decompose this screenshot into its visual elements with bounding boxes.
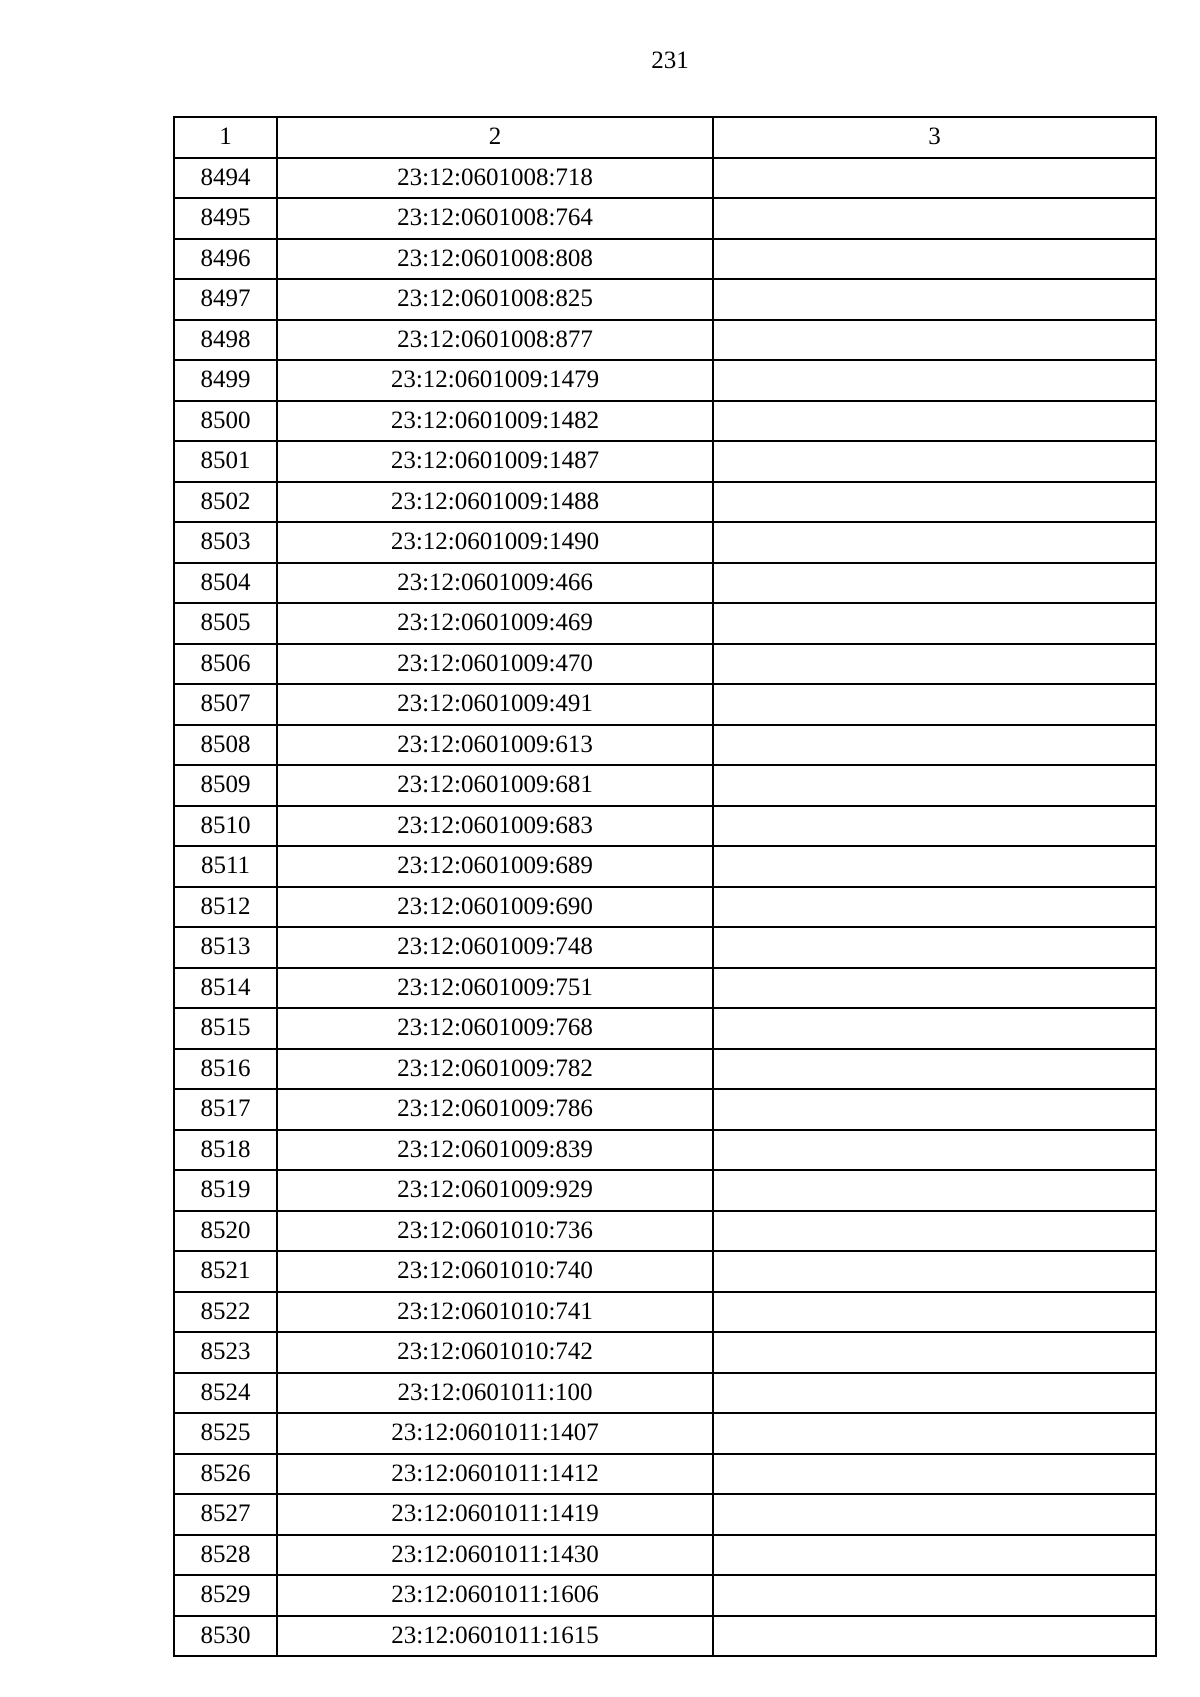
cadastral-number-cell: 23:12:0601008:808 xyxy=(277,239,713,280)
cadastral-number-cell: 23:12:0601011:1430 xyxy=(277,1535,713,1576)
table-row xyxy=(174,684,1156,725)
notes-cell xyxy=(713,684,1156,725)
row-number-cell: 8497 xyxy=(174,279,277,320)
row-number-cell: 8501 xyxy=(174,441,277,482)
notes-cell xyxy=(713,603,1156,644)
cadastral-number-cell: 23:12:0601010:741 xyxy=(277,1292,713,1333)
row-number-cell: 8503 xyxy=(174,522,277,563)
cadastral-number-cell: 23:12:0601008:718 xyxy=(277,158,713,199)
cadastral-number-cell: 23:12:0601009:689 xyxy=(277,846,713,887)
cadastral-number-cell: 23:12:0601010:736 xyxy=(277,1211,713,1252)
cadastral-number-cell: 23:12:0601009:768 xyxy=(277,1008,713,1049)
cadastral-number-cell: 23:12:0601008:825 xyxy=(277,279,713,320)
table-row xyxy=(174,1049,1156,1090)
table-row xyxy=(174,725,1156,766)
cadastral-number-table xyxy=(173,116,1157,1657)
table-row xyxy=(174,603,1156,644)
row-number-cell: 8515 xyxy=(174,1008,277,1049)
notes-cell xyxy=(713,563,1156,604)
row-number-cell: 8526 xyxy=(174,1454,277,1495)
notes-cell xyxy=(713,765,1156,806)
table-row xyxy=(174,644,1156,685)
cadastral-number-cell: 23:12:0601009:491 xyxy=(277,684,713,725)
row-number-cell: 8513 xyxy=(174,927,277,968)
row-number-cell: 8525 xyxy=(174,1413,277,1454)
table-row xyxy=(174,360,1156,401)
row-number-cell: 8509 xyxy=(174,765,277,806)
header-row xyxy=(174,117,1156,158)
cadastral-number-cell: 23:12:0601011:1615 xyxy=(277,1616,713,1657)
cadastral-number-cell: 23:12:0601009:1487 xyxy=(277,441,713,482)
cadastral-number-cell: 23:12:0601009:681 xyxy=(277,765,713,806)
table-row xyxy=(174,158,1156,199)
row-number-cell: 8519 xyxy=(174,1170,277,1211)
table-row xyxy=(174,1616,1156,1657)
row-number-cell: 8514 xyxy=(174,968,277,1009)
notes-cell xyxy=(713,1616,1156,1657)
table-row xyxy=(174,1008,1156,1049)
notes-cell xyxy=(713,1130,1156,1171)
table-row xyxy=(174,1575,1156,1616)
notes-cell xyxy=(713,1170,1156,1211)
cadastral-number-cell: 23:12:0601009:839 xyxy=(277,1130,713,1171)
notes-cell xyxy=(713,441,1156,482)
notes-cell xyxy=(713,1373,1156,1414)
table-row xyxy=(174,320,1156,361)
cadastral-number-cell: 23:12:0601009:466 xyxy=(277,563,713,604)
row-number-cell: 8530 xyxy=(174,1616,277,1657)
cadastral-number-cell: 23:12:0601008:764 xyxy=(277,198,713,239)
row-number-cell: 8507 xyxy=(174,684,277,725)
row-number-cell: 8529 xyxy=(174,1575,277,1616)
header-cell-column-3: 3 xyxy=(713,117,1156,158)
table-row xyxy=(174,1373,1156,1414)
table-row xyxy=(174,522,1156,563)
notes-cell xyxy=(713,1332,1156,1373)
table-row xyxy=(174,239,1156,280)
cadastral-number-cell: 23:12:0601009:1479 xyxy=(277,360,713,401)
notes-cell xyxy=(713,320,1156,361)
row-number-cell: 8528 xyxy=(174,1535,277,1576)
table-row xyxy=(174,1292,1156,1333)
cadastral-number-cell: 23:12:0601009:683 xyxy=(277,806,713,847)
cadastral-number-cell: 23:12:0601011:1606 xyxy=(277,1575,713,1616)
table-row xyxy=(174,198,1156,239)
row-number-cell: 8516 xyxy=(174,1049,277,1090)
row-number-cell: 8521 xyxy=(174,1251,277,1292)
row-number-cell: 8520 xyxy=(174,1211,277,1252)
cadastral-number-cell: 23:12:0601011:1412 xyxy=(277,1454,713,1495)
notes-cell xyxy=(713,1049,1156,1090)
row-number-cell: 8502 xyxy=(174,482,277,523)
table-row xyxy=(174,1494,1156,1535)
notes-cell xyxy=(713,927,1156,968)
notes-cell xyxy=(713,158,1156,199)
cadastral-number-cell: 23:12:0601010:740 xyxy=(277,1251,713,1292)
row-number-cell: 8510 xyxy=(174,806,277,847)
notes-cell xyxy=(713,1211,1156,1252)
table-row xyxy=(174,968,1156,1009)
page-number: 231 xyxy=(651,47,689,74)
notes-cell xyxy=(713,846,1156,887)
cadastral-number-cell: 23:12:0601009:1482 xyxy=(277,401,713,442)
table-row xyxy=(174,927,1156,968)
table-row xyxy=(174,1413,1156,1454)
row-number-cell: 8524 xyxy=(174,1373,277,1414)
cadastral-number-cell: 23:12:0601009:929 xyxy=(277,1170,713,1211)
row-number-cell: 8512 xyxy=(174,887,277,928)
table-row xyxy=(174,1454,1156,1495)
row-number-cell: 8523 xyxy=(174,1332,277,1373)
cadastral-number-cell: 23:12:0601009:613 xyxy=(277,725,713,766)
cadastral-number-cell: 23:12:0601009:1490 xyxy=(277,522,713,563)
row-number-cell: 8495 xyxy=(174,198,277,239)
header-cell-column-1: 1 xyxy=(174,117,277,158)
cadastral-number-cell: 23:12:0601011:1407 xyxy=(277,1413,713,1454)
notes-cell xyxy=(713,806,1156,847)
cadastral-number-cell: 23:12:0601009:690 xyxy=(277,887,713,928)
row-number-cell: 8506 xyxy=(174,644,277,685)
row-number-cell: 8505 xyxy=(174,603,277,644)
row-number-cell: 8518 xyxy=(174,1130,277,1171)
cadastral-number-cell: 23:12:0601009:751 xyxy=(277,968,713,1009)
table-row xyxy=(174,482,1156,523)
table-row xyxy=(174,401,1156,442)
row-number-cell: 8508 xyxy=(174,725,277,766)
table-row xyxy=(174,1130,1156,1171)
table-row xyxy=(174,765,1156,806)
notes-cell xyxy=(713,1535,1156,1576)
cadastral-number-cell: 23:12:0601009:469 xyxy=(277,603,713,644)
notes-cell xyxy=(713,1251,1156,1292)
notes-cell xyxy=(713,1575,1156,1616)
cadastral-number-cell: 23:12:0601009:786 xyxy=(277,1089,713,1130)
table-row xyxy=(174,563,1156,604)
notes-cell xyxy=(713,968,1156,1009)
row-number-cell: 8504 xyxy=(174,563,277,604)
notes-cell xyxy=(713,1089,1156,1130)
cadastral-number-cell: 23:12:0601009:1488 xyxy=(277,482,713,523)
cadastral-number-cell: 23:12:0601011:100 xyxy=(277,1373,713,1414)
notes-cell xyxy=(713,725,1156,766)
table-row xyxy=(174,1211,1156,1252)
notes-cell xyxy=(713,1413,1156,1454)
row-number-cell: 8500 xyxy=(174,401,277,442)
notes-cell xyxy=(713,522,1156,563)
table-body xyxy=(174,158,1156,1657)
cadastral-number-cell: 23:12:0601009:748 xyxy=(277,927,713,968)
notes-cell xyxy=(713,279,1156,320)
table-row xyxy=(174,1332,1156,1373)
notes-cell xyxy=(713,482,1156,523)
notes-cell xyxy=(713,887,1156,928)
row-number-cell: 8499 xyxy=(174,360,277,401)
notes-cell xyxy=(713,239,1156,280)
table-row xyxy=(174,846,1156,887)
table-row xyxy=(174,1535,1156,1576)
notes-cell xyxy=(713,360,1156,401)
notes-cell xyxy=(713,1494,1156,1535)
row-number-cell: 8494 xyxy=(174,158,277,199)
cadastral-number-cell: 23:12:0601009:782 xyxy=(277,1049,713,1090)
row-number-cell: 8527 xyxy=(174,1494,277,1535)
table-row xyxy=(174,887,1156,928)
notes-cell xyxy=(713,198,1156,239)
notes-cell xyxy=(713,1008,1156,1049)
table-row xyxy=(174,279,1156,320)
table-row xyxy=(174,1251,1156,1292)
row-number-cell: 8522 xyxy=(174,1292,277,1333)
notes-cell xyxy=(713,1454,1156,1495)
row-number-cell: 8517 xyxy=(174,1089,277,1130)
header-cell-column-2: 2 xyxy=(277,117,713,158)
row-number-cell: 8498 xyxy=(174,320,277,361)
table-header xyxy=(174,117,1156,158)
notes-cell xyxy=(713,401,1156,442)
table-row xyxy=(174,441,1156,482)
table-row xyxy=(174,1089,1156,1130)
notes-cell xyxy=(713,644,1156,685)
cadastral-number-cell: 23:12:0601011:1419 xyxy=(277,1494,713,1535)
cadastral-number-cell: 23:12:0601008:877 xyxy=(277,320,713,361)
table-row xyxy=(174,806,1156,847)
row-number-cell: 8511 xyxy=(174,846,277,887)
row-number-cell: 8496 xyxy=(174,239,277,280)
notes-cell xyxy=(713,1292,1156,1333)
cadastral-number-cell: 23:12:0601009:470 xyxy=(277,644,713,685)
cadastral-number-cell: 23:12:0601010:742 xyxy=(277,1332,713,1373)
table-row xyxy=(174,1170,1156,1211)
